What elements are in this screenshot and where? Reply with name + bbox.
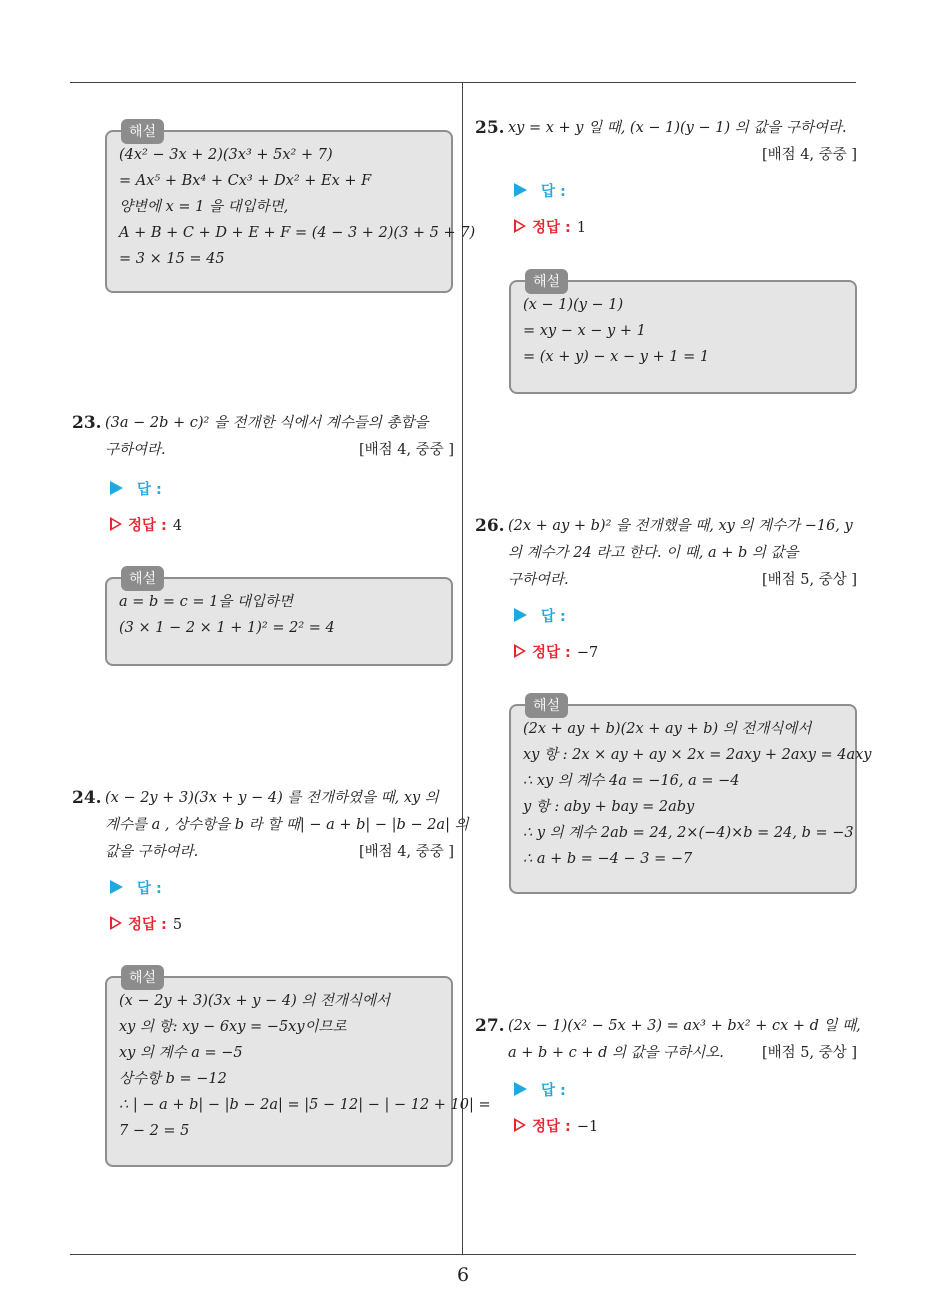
- explanation-line: (x − 1)(y − 1): [523, 297, 624, 313]
- correct-label: 정답 :: [532, 220, 571, 236]
- answer-label: 답 :: [137, 482, 162, 498]
- points-label: [배점 4, 중중 ]: [761, 147, 857, 163]
- explanation-line: = (x + y) − x − y + 1 = 1: [523, 349, 710, 365]
- explanation-tag: 해설: [121, 119, 164, 144]
- answer-field-26[interactable]: [514, 605, 566, 626]
- question-text: (x − 2y + 3)(3x + y − 4) 를 전개하였을 때, xy 의: [105, 790, 439, 806]
- question-27: [475, 1013, 861, 1067]
- explanation-line: (x − 2y + 3)(3x + y − 4) 의 전개식에서: [119, 993, 390, 1009]
- question-23: [72, 410, 454, 464]
- question-text: 계수를 a , 상수항을 b 라 할 때| − a + b| − |b − 2a| 의: [105, 817, 469, 833]
- explanation-line: A + B + C + D + E + F = (4 − 3 + 2)(3 + 5 + 7): [119, 225, 476, 241]
- play-arrow-icon: [514, 1082, 527, 1096]
- correct-answer-24: [110, 913, 182, 934]
- question-text: 의 계수가 24 라고 한다. 이 때, a + b 의 값을: [508, 545, 799, 561]
- explanation-line: 양변에 x = 1 을 대입하면,: [119, 199, 289, 215]
- answer-label: 답 :: [541, 609, 566, 625]
- answer-field-27[interactable]: [514, 1079, 566, 1100]
- explanation-tag: 해설: [525, 269, 568, 294]
- question-number: 24.: [72, 788, 102, 808]
- explanation-line: ∴ | − a + b| − |b − 2a| = |5 − 12| − | − 12 + 10| =: [119, 1097, 491, 1113]
- outline-arrow-icon: [514, 219, 526, 233]
- correct-answer-23: [110, 514, 182, 535]
- correct-answer-27: [514, 1115, 598, 1136]
- explanation-box-23: [105, 571, 453, 666]
- question-text: (3a − 2b + c)² 을 전개한 식에서 계수들의 총합을: [105, 415, 429, 431]
- answer-field-25[interactable]: [514, 180, 566, 201]
- explanation-line: xy 의 항: xy − 6xy = −5xy이므로: [119, 1019, 347, 1035]
- correct-answer-26: [514, 641, 598, 662]
- question-text: (2x + ay + b)² 을 전개했을 때, xy 의 계수가 −16, y: [508, 518, 853, 534]
- explanation-line: y 항 : aby + bay = 2aby: [523, 799, 695, 815]
- points-label: [배점 4, 중중 ]: [358, 844, 454, 860]
- explanation-line: a = b = c = 1을 대입하면: [119, 594, 294, 610]
- page-number: 6: [456, 1264, 470, 1286]
- outline-arrow-icon: [514, 644, 526, 658]
- explanation-line: = 3 × 15 = 45: [119, 251, 225, 267]
- explanation-tag: 해설: [525, 693, 568, 718]
- correct-label: 정답 :: [532, 645, 571, 661]
- question-number: 25.: [475, 118, 505, 138]
- question-25: [475, 115, 857, 169]
- top-rule: [70, 82, 856, 83]
- points-label: [배점 5, 중상 ]: [761, 572, 857, 588]
- explanation-line: = xy − x − y + 1: [523, 323, 646, 339]
- play-arrow-icon: [110, 880, 123, 894]
- question-text: (2x − 1)(x² − 5x + 3) = ax³ + bx² + cx + d 일 때,: [508, 1018, 861, 1034]
- question-26: [475, 513, 857, 594]
- answer-label: 답 :: [541, 1083, 566, 1099]
- explanation-line: (2x + ay + b)(2x + ay + b) 의 전개식에서: [523, 721, 812, 737]
- question-text: 구하여라.: [105, 442, 166, 458]
- play-arrow-icon: [110, 481, 123, 495]
- play-arrow-icon: [514, 608, 527, 622]
- question-text: xy = x + y 일 때, (x − 1)(y − 1) 의 값을 구하여라.: [508, 120, 847, 136]
- question-text: 값을 구하여라.: [105, 844, 199, 860]
- question-text: 구하여라.: [508, 572, 569, 588]
- correct-value: 4: [172, 518, 183, 534]
- correct-answer-25: [514, 216, 586, 237]
- question-text: a + b + c + d 의 값을 구하시오.: [508, 1045, 724, 1061]
- answer-field-23[interactable]: [110, 478, 162, 499]
- explanation-line: xy 의 계수 a = −5: [119, 1045, 243, 1061]
- explanation-line: ∴ xy 의 계수 4a = −16, a = −4: [523, 773, 740, 789]
- correct-label: 정답 :: [532, 1119, 571, 1135]
- correct-label: 정답 :: [128, 518, 167, 534]
- points-label: [배점 5, 중상 ]: [761, 1045, 857, 1061]
- explanation-line: 7 − 2 = 5: [119, 1123, 190, 1139]
- explanation-line: = Ax⁵ + Bx⁴ + Cx³ + Dx² + Ex + F: [119, 173, 372, 189]
- correct-value: −7: [576, 645, 599, 661]
- explanation-box-22: [105, 124, 476, 293]
- explanation-line: 상수항 b = −12: [119, 1071, 227, 1087]
- points-label: [배점 4, 중중 ]: [358, 442, 454, 458]
- correct-value: 5: [172, 917, 183, 933]
- correct-value: 1: [576, 220, 587, 236]
- explanation-line: ∴ a + b = −4 − 3 = −7: [523, 851, 693, 867]
- bottom-rule: [70, 1254, 856, 1255]
- question-number: 27.: [475, 1016, 505, 1036]
- play-arrow-icon: [514, 183, 527, 197]
- outline-arrow-icon: [110, 916, 122, 930]
- column-divider: [462, 83, 463, 1255]
- correct-value: −1: [576, 1119, 599, 1135]
- answer-label: 답 :: [137, 881, 162, 897]
- answer-label: 답 :: [541, 184, 566, 200]
- explanation-line: ∴ y 의 계수 2ab = 24, 2×(−4)×b = 24, b = −3: [523, 825, 854, 841]
- correct-label: 정답 :: [128, 917, 167, 933]
- question-number: 23.: [72, 413, 102, 433]
- explanation-line: (4x² − 3x + 2)(3x³ + 5x² + 7): [119, 147, 333, 163]
- question-24: [72, 785, 469, 866]
- explanation-box-26: [509, 698, 872, 894]
- explanation-line: (3 × 1 − 2 × 1 + 1)² = 2² = 4: [119, 620, 335, 636]
- answer-field-24[interactable]: [110, 877, 162, 898]
- explanation-box-25: [509, 274, 857, 394]
- explanation-line: xy 항 : 2x × ay + ay × 2x = 2axy + 2axy = 4axy: [523, 747, 872, 763]
- outline-arrow-icon: [110, 517, 122, 531]
- outline-arrow-icon: [514, 1118, 526, 1132]
- explanation-tag: 해설: [121, 965, 164, 990]
- explanation-tag: 해설: [121, 566, 164, 591]
- question-number: 26.: [475, 516, 505, 536]
